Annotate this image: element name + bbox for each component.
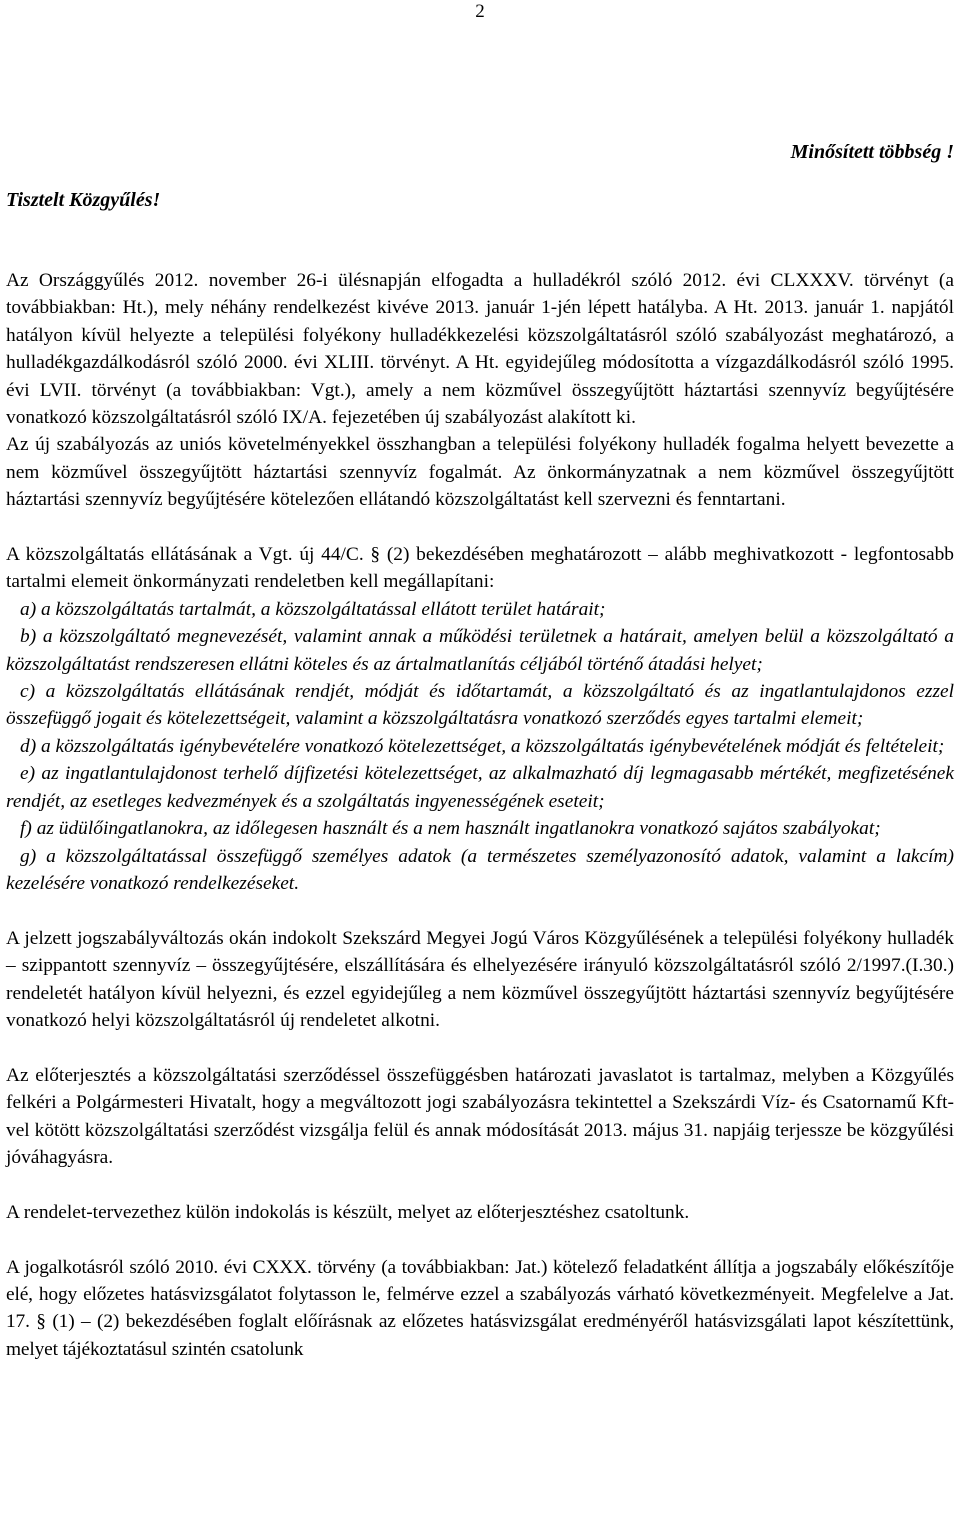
list-item-a: a) a közszolgáltatás tartalmát, a közszolgáltatással ellátott terület határait;: [20, 598, 606, 620]
voting-requirement: Minősített többség !: [790, 141, 954, 163]
paragraph-service-elements: A közszolgáltatás ellátásának a Vgt. új 44/C. § (2) bekezdésében meghatározott – alább meghivatkozott - legfontosabb tartalmi elemeit önkormányzati rendeletben kell megállapítani:: [6, 544, 954, 593]
salutation: Tisztelt Közgyűlés!: [6, 189, 161, 211]
paragraph-justification: A rendelet-tervezethez külön indokolás is készült, melyet az előterjesztéshez csatoltunk.: [6, 1201, 690, 1223]
paragraph-contract-proposal: Az előterjesztés a közszolgáltatási szerződéssel összefüggésben határozati javaslatot is tartalmaz, melyben a Közgyűlés felkéri a Polgármesteri Hivatalt, hogy a megváltozott jogi szabályozásra tekintettel a Szekszárdi Víz- és Csatornamű Kft-vel kötött közszolgáltatási szerződést vizsgálja felül és annak módosítását 2013. május 31. napjáig terjessze be közgyűlési jóváhagyásra.: [6, 1064, 954, 1168]
list-item-b: b) a közszolgáltató megnevezését, valamint annak a működési területnek a határait, amelyen belül a közszolgáltató a közszolgáltatást rendszeresen ellátni köteles és az ártalmatlanítás céljából történő átadási helyet;: [6, 626, 954, 675]
paragraph-repeal-decree: A jelzett jogszabályváltozás okán indokolt Szekszárd Megyei Jogú Város Közgyűlésének a települési folyékony hulladék – szippantott szennyvíz – összegyűjtésére, elszállítására és elhelyezésére irányuló közszolgáltatásról szóló 2/1997.(I.30.) rendeletét hatályon kívül helyezni, és ezzel egyidejűleg a nem közművel összegyűjtött háztartási szennyvíz begyűjtésére vonatkozó helyi közszolgáltatásról új rendeletet alkotni.: [6, 927, 954, 1031]
list-item-g: g) a közszolgáltatással összefüggő személyes adatok (a természetes személyazonosító adatok, valamint a lakcím) kezelésére vonatkozó rendelkezéseket.: [6, 845, 954, 894]
list-item-c: c) a közszolgáltatás ellátásának rendjét, módját és időtartamát, a közszolgáltató és az ingatlantulajdonos ezzel összefüggő jogait és kötelezettségeit, valamint a közszolgáltatásra vonatkozó szerződés egyes tartalmi elemeit;: [6, 681, 954, 730]
page-number: 2: [475, 1, 485, 22]
paragraph-intro: Az Országgyűlés 2012. november 26-i ülésnapján elfogadta a hulladékról szóló 2012. évi CLXXXV. törvényt (a továbbiakban: Ht.), mely néhány rendelkezést kivéve 2013. január 1-jén lépett hatályba. A Ht. 2013. január 1. napjától hatályon kívül helyezte a települési folyékony hulladékkezelési közszolgáltatásról szóló szabályozást meghatározó, a hulladékgazdálkodásról szóló 2000. évi XLIII. törvényt. A Ht. egyidejűleg módosította a vízgazdálkodásról szóló 1995. évi LVII. törvényt (a továbbiakban: Vgt.), amely a nem közművel összegyűjtött háztartási szennyvíz begyűjtésére vonatkozó közszolgáltatásról szóló IX/A. fejezetében új szabályozást alakított ki.: [6, 270, 954, 429]
list-item-e: e) az ingatlantulajdonost terhelő díjfizetési kötelezettséget, az alkalmazható díj legmagasabb mértékét, megfizetésének rendjét, az esetleges kedvezmények és a szolgáltatás ingyenességének eseteit;: [6, 763, 954, 812]
paragraph-new-regulation: Az új szabályozás az uniós követelményekkel összhangban a települési folyékony hulladék fogalma helyett bevezette a nem közművel összegyűjtött háztartási szennyvíz fogalmát. Az önkormányzatnak a nem közművel összegyűjtött háztartási szennyvíz begyűjtésére kötelezően ellátandó közszolgáltatást kell szervezni és fenntartani.: [6, 434, 954, 511]
paragraph-impact-assessment: A jogalkotásról szóló 2010. évi CXXX. törvény (a továbbiakban: Jat.) kötelező feladatként állítja a jogszabály előkészítője elé, hogy előzetes hatásvizsgálatot folytasson le, felmérve ezzel a szabályozás várható következményeit. Megfelelve a Jat. 17. § (1) – (2) bekezdésében foglalt előírásnak az előzetes hatásvizsgálat eredményéről hatásvizsgálati lapot készítettünk, melyet tájékoztatásul szintén csatolunk: [6, 1256, 954, 1360]
document-body: [6, 267, 954, 1363]
list-item-d: d) a közszolgáltatás igénybevételére vonatkozó kötelezettséget, a közszolgáltatás igénybevételének módját és feltételeit;: [20, 735, 945, 757]
list-item-f: f) az üdülőingatlanokra, az időlegesen használt és a nem használt ingatlanokra vonatkozó sajátos szabályokat;: [20, 818, 881, 840]
